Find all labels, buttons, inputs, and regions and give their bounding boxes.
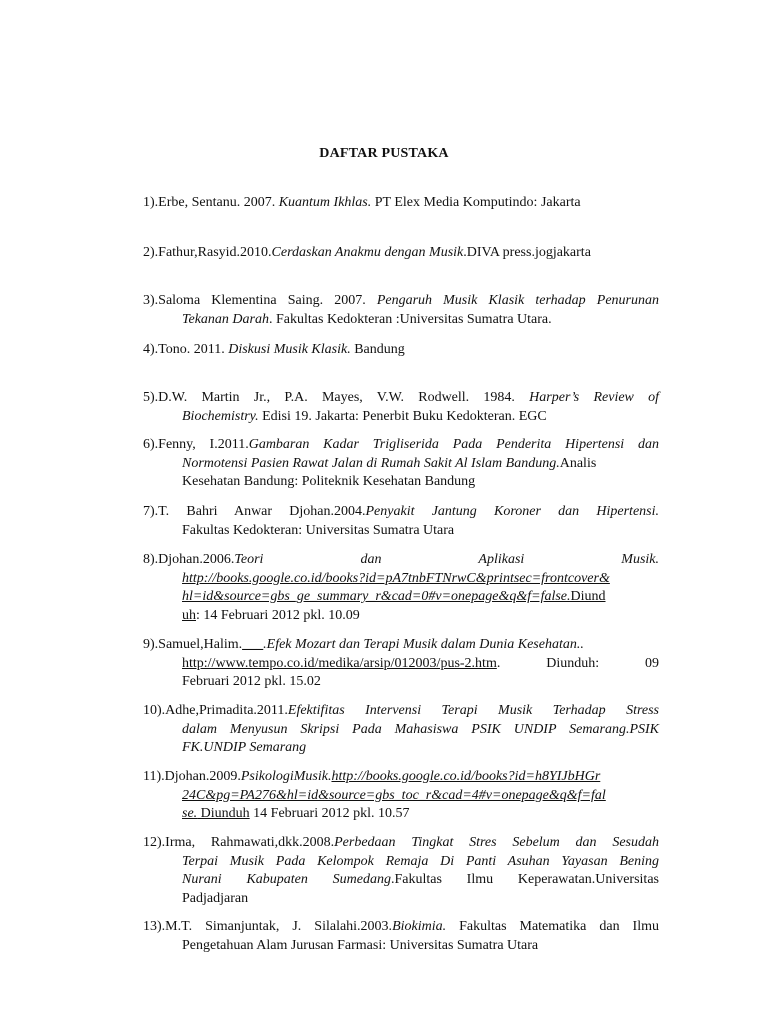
ref-12-publisher-cont: Padjadjaran xyxy=(182,890,249,906)
ref-8-download-label: Diund xyxy=(570,589,606,604)
ref-10-publisher: FK.UNDIP Semarang xyxy=(182,740,307,755)
ref-11-author: 11).Djohan.2009. xyxy=(143,769,241,784)
ref-13-publisher: Fakultas Matematika dan Ilmu xyxy=(446,919,659,934)
reference-12 xyxy=(143,834,659,908)
ref-8-title-2: dan xyxy=(360,552,382,567)
reference-8 xyxy=(143,551,659,625)
page-title: DAFTAR PUSTAKA xyxy=(319,146,449,161)
reference-10 xyxy=(143,702,659,758)
reference-2 xyxy=(143,244,659,263)
ref-3-title: Pengaruh Musik Klasik terhadap Penurunan xyxy=(376,293,659,308)
ref-11-url-link-cont[interactable]: 24C&pg=PA276&hl=id&source=gbs_toc_r&cad=4#v=onepage&q&f=fal xyxy=(182,787,606,803)
ref-6-title: Gambaran Kadar Trigliserida Pada Penderita Hipertensi dan xyxy=(248,437,659,452)
ref-8-title-1: Teori xyxy=(234,552,264,567)
ref-6-author: 6).Fenny, I.2011. xyxy=(143,437,249,452)
ref-2-author: 2).Fathur,Rasyid.2010. xyxy=(143,245,272,260)
ref-8-author: 8).Djohan.2006. xyxy=(143,552,235,567)
ref-9-access-date: Februari 2012 pkl. 15.02 xyxy=(182,674,321,689)
ref-1-author: 1).Erbe, Sentanu. 2007. xyxy=(143,195,279,210)
ref-12-title: Perbedaan Tingkat Stres Sebelum dan Sesudah xyxy=(334,835,659,850)
reference-9 xyxy=(143,636,659,692)
ref-13-publisher-cont: Pengetahuan Alam Jurusan Farmasi: Universitas Sumatra Utara xyxy=(182,937,539,953)
ref-8-title-3: Aplikasi xyxy=(478,552,525,567)
reference-11 xyxy=(143,768,659,824)
ref-9-download-label: . Diunduh: 09 xyxy=(496,655,659,671)
reference-5 xyxy=(143,389,659,426)
ref-12-title-cont: Terpai Musik Pada Kelompok Remaja Di Panti Asuhan Yayasan Bening xyxy=(182,853,659,869)
ref-13-author: 13).M.T. Simanjuntak, J. Silalahi.2003. xyxy=(143,919,393,934)
ref-10-title: Efektifitas Intervensi Terapi Musik Terhadap Stress xyxy=(287,703,659,718)
ref-4-publisher: Bandung xyxy=(350,342,405,357)
ref-11-url-link[interactable]: http://books.google.co.id/books?id=h8YIJbHGr xyxy=(331,769,601,784)
ref-5-author: 5).D.W. Martin Jr., P.A. Mayes, V.W. Rodwell. 1984. xyxy=(143,390,530,405)
ref-6-title-cont: Normotensi Pasien Rawat Jalan di Rumah Sakit Al Islam Bandung. xyxy=(182,455,560,471)
ref-4-author: 4).Tono. 2011. xyxy=(143,342,229,357)
ref-12-publisher: .Fakultas Ilmu Keperawatan.Universitas xyxy=(390,872,659,887)
ref-6-publisher-cont: Kesehatan Bandung: Politeknik Kesehatan Bandung xyxy=(182,474,476,489)
ref-7-title: Penyakit Jantung Koroner dan Hipertensi. xyxy=(365,504,660,519)
ref-11-access-date: 14 Februari 2012 pkl. 10.57 xyxy=(249,806,410,821)
ref-1-title: Kuantum Ikhlas. xyxy=(278,195,372,210)
ref-5-title-cont: Biochemistry. xyxy=(182,408,259,424)
ref-4-title: Diskusi Musik Klasik. xyxy=(228,342,351,357)
reference-4 xyxy=(143,341,659,360)
reference-13 xyxy=(143,918,659,955)
ref-9-url-link[interactable]: http://www.tempo.co.id/medika/arsip/012003/pus-2.htm xyxy=(182,655,497,671)
ref-2-publisher: .DIVA press.jogjakarta xyxy=(463,245,591,260)
ref-10-author: 10).Adhe,Primadita.2011. xyxy=(143,703,288,718)
ref-9-author: 9).Samuel,Halim. xyxy=(143,637,243,652)
ref-5-title: Harper’s Review of xyxy=(529,390,660,405)
ref-11-download-label: Diunduh xyxy=(197,806,250,821)
ref-12-author: 12).Irma, Rahmawati,dkk.2008. xyxy=(143,835,335,850)
ref-13-title: Biokimia. xyxy=(392,919,447,934)
ref-7-author: 7).T. Bahri Anwar Djohan.2004. xyxy=(143,504,366,519)
ref-3-author: 3).Saloma Klementina Saing. 2007. xyxy=(143,293,377,308)
reference-3 xyxy=(143,292,659,329)
ref-9-year-blank: ___ xyxy=(242,637,264,652)
ref-1-publisher: PT Elex Media Komputindo: Jakarta xyxy=(371,195,581,210)
ref-8-url-link[interactable]: http://books.google.co.id/books?id=pA7tnbFTNrwC&printsec=frontcover& xyxy=(182,570,610,586)
ref-11-url-link-end[interactable]: se. xyxy=(182,806,198,821)
ref-12-title-end: Nurani Kabupaten Sumedang xyxy=(182,872,391,887)
ref-11-title: PsikologiMusik. xyxy=(240,769,332,784)
ref-9-title: .Efek Mozart dan Terapi Musik dalam Dunia Kesehatan.. xyxy=(263,637,584,652)
ref-7-publisher: Fakultas Kedokteran: Universitas Sumatra Utara xyxy=(182,522,455,538)
ref-8-access-date: : 14 Februari 2012 pkl. 10.09 xyxy=(196,607,360,623)
reference-6 xyxy=(143,436,659,492)
reference-1 xyxy=(143,194,659,213)
ref-6-publisher: Analis xyxy=(559,455,597,471)
ref-10-title-cont: dalam Menyusun Skripsi Pada Mahasiswa PSIK UNDIP Semarang.PSIK xyxy=(182,721,659,737)
ref-8-url-link-cont[interactable]: hl=id&source=gbs_ge_summary_r&cad=0#v=onepage&q&f=false. xyxy=(182,589,571,604)
ref-2-title: Cerdaskan Anakmu dengan Musik xyxy=(271,245,464,260)
ref-3-title-cont: Tekanan Darah xyxy=(182,311,269,327)
reference-7 xyxy=(143,503,659,540)
ref-8-title-4: Musik. xyxy=(621,552,660,567)
ref-8-download-label-cont: uh xyxy=(182,607,196,623)
ref-5-publisher: Edisi 19. Jakarta: Penerbit Buku Kedokteran. EGC xyxy=(258,408,547,424)
ref-3-publisher: . Fakultas Kedokteran :Universitas Sumatra Utara. xyxy=(269,311,552,327)
